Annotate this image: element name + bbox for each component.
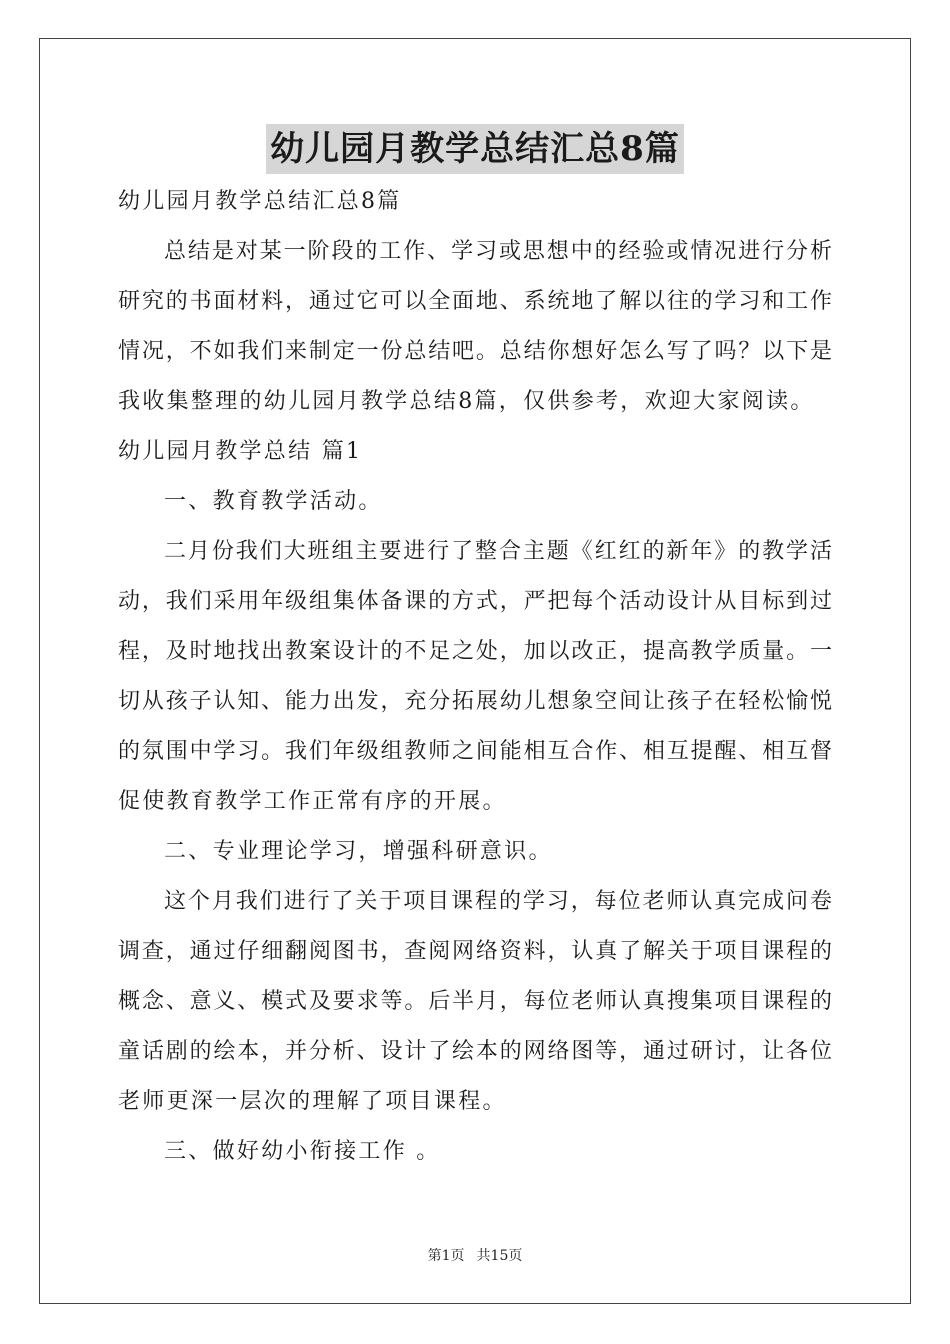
document-title: 幼儿园月教学总结汇总8篇: [266, 124, 684, 174]
text-line: 促使教育教学工作正常有序的开展。: [118, 789, 507, 814]
text-line: 幼儿园月教学总结 篇1: [118, 439, 363, 464]
text-line: 幼儿园月教学总结汇总8篇: [118, 189, 402, 214]
page-footer: [0, 1245, 950, 1265]
text-line: 程，及时地找出教案设计的不足之处，加以改正，提高教学质量。一: [118, 639, 832, 664]
text-line: 调查，通过仔细翻阅图书，查阅网络资料，认真了解关于项目课程的: [118, 939, 832, 964]
text-line: 童话剧的绘本，并分析、设计了绘本的网络图等，通过研讨，让各位: [118, 1039, 832, 1064]
text-line: 这个月我们进行了关于项目课程的学习，每位老师认真完成问卷: [164, 889, 832, 914]
text-line: 概念、意义、模式及要求等。后半月，每位老师认真搜集项目课程的: [118, 989, 832, 1014]
text-line: 二月份我们大班组主要进行了整合主题《红红的新年》的教学活: [164, 539, 832, 564]
text-line: 切从孩子认知、能力出发，充分拓展幼儿想象空间让孩子在轻松愉悦: [118, 689, 832, 714]
document-body: [118, 177, 832, 1177]
text-line: 三、做好幼小衔接工作 。: [164, 1139, 441, 1164]
text-line: 情况，不如我们来制定一份总结吧。总结你想好怎么写了吗？以下是: [118, 339, 832, 364]
text-line: 动，我们采用年级组集体备课的方式，严把每个活动设计从目标到过: [118, 589, 832, 614]
text-line: 二、专业理论学习，增强科研意识。: [164, 839, 553, 864]
document-title-row: [0, 124, 950, 174]
text-line: 一、教育教学活动。: [164, 489, 383, 514]
page-total: 共15页: [476, 1248, 523, 1264]
text-line: 的氛围中学习。我们年级组教师之间能相互合作、相互提醒、相互督: [118, 739, 832, 764]
page-number: 第1页: [427, 1248, 465, 1264]
text-line: 我收集整理的幼儿园月教学总结8篇，仅供参考，欢迎大家阅读。: [118, 389, 815, 414]
text-line: 老师更深一层次的理解了项目课程。: [118, 1089, 507, 1114]
text-line: 总结是对某一阶段的工作、学习或思想中的经验或情况进行分析: [164, 239, 832, 264]
text-line: 研究的书面材料，通过它可以全面地、系统地了解以往的学习和工作: [118, 289, 832, 314]
